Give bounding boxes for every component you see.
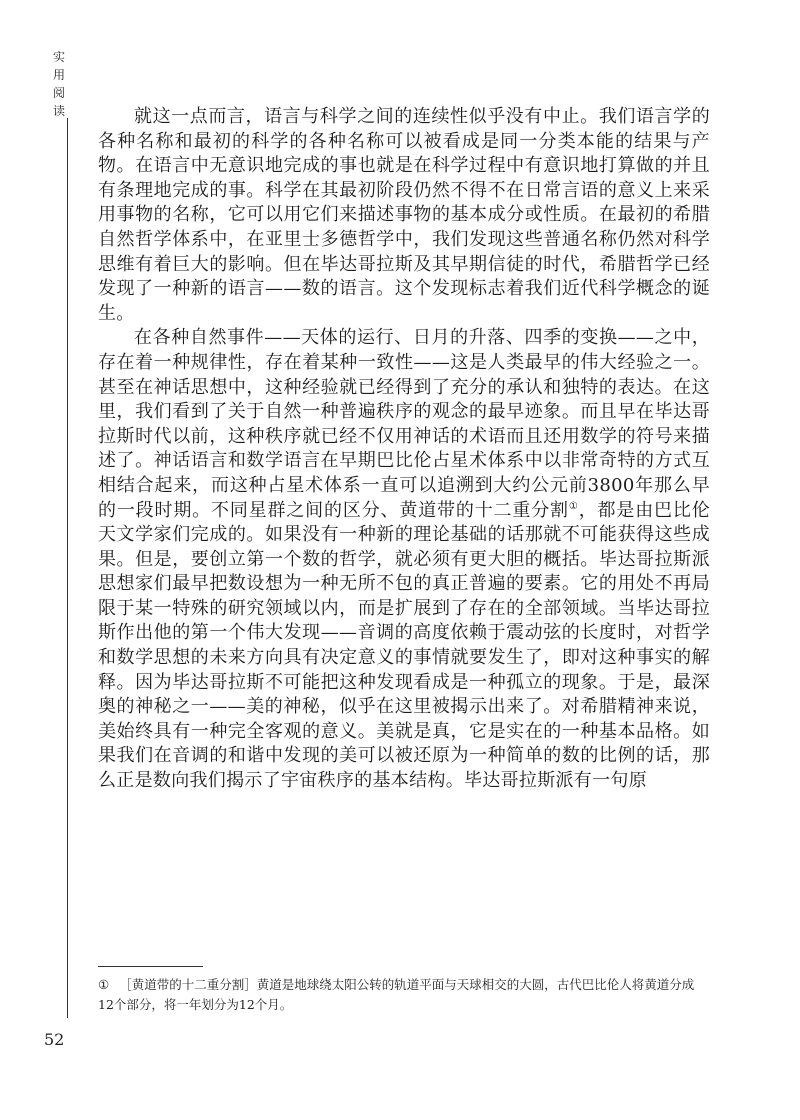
- section-label-char: 阅: [52, 86, 65, 100]
- footnote-text: ［黄道带的十二重分割］黄道是地球绕太阳公转的轨道平面与天球相交的大圆，古代巴比伦人将黄道分成12个部分，将一年划分为12个月。: [98, 977, 695, 1012]
- body-text: [98, 105, 710, 794]
- paragraph-text: 在各种自然事件——天体的运行、日月的升落、四季的变换——之中，存在着一种规律性，存在着某种一致性——这是人类最早的伟大经验之一。甚至在神话思想中，这种经验就已经得到了充分的承认和独特的表达。在这里，我们看到了关于自然一种普遍秩序的观念的最早迹象。而且早在毕达哥拉斯时代以前，这种秩序就已经不仅用神话的术语而且还用数学的符号来描述了。神话语言和数学语言在早期巴比伦占星术体系中以非常奇特的方式互相结合起来，而这种占星术体系一直可以追溯到大约公元前3800年那么早的一段时期。不同星群之间的区分、黄道带的十二重分割: [98, 327, 710, 521]
- footnote: [98, 975, 710, 1015]
- footnote-divider: [98, 966, 203, 967]
- margin-rule: [67, 118, 68, 1018]
- section-label-char: 用: [52, 68, 65, 82]
- section-label: [52, 48, 66, 120]
- paragraph-text: ，都是由巴比伦天文学家们完成的。如果没有一种新的理论基础的话那就不可能获得这些成果。但是，要创立第一个数的哲学，就必须有更大胆的概括。毕达哥拉斯派思想家们最早把数设想为一种无所不包的真正普遍的要素。它的用处不再局限于某一特殊的研究领域以内，而是扩展到了存在的全部领域。当毕达哥拉斯作出他的第一个伟大发现——音调的高度依赖于震动弦的长度时，对哲学和数学思想的未来方向具有决定意义的事情就要发生了，即对这种事实的解释。因为毕达哥拉斯不可能把这种发现看成是一种孤立的现象。于是，最深奥的神秘之一——美的神秘，似乎在这里被揭示出来了。对希腊精神来说，美始终具有一种完全客观的意义。美就是真，它是实在的一种基本品格。如果我们在音调的和谐中发现的美可以被还原为一种简单的数的比例的话，那么正是数向我们揭示了宇宙秩序的基本结构。毕达哥拉斯派有一句原: [98, 499, 711, 792]
- section-label-char: 读: [52, 104, 65, 118]
- footnote-reference[interactable]: ①: [568, 500, 579, 512]
- paragraph-text: 就这一点而言，语言与科学之间的连续性似乎没有中止。我们语言学的各种名称和最初的科学的各种名称可以被看成是同一分类本能的结果与产物。在语言中无意识地完成的事也就是在科学过程中有意识地打算做的并且有条理地完成的事。科学在其最初阶段仍然不得不在日常言语的意义上来采用事物的名称，它可以用它们来描述事物的基本成分或性质。在最初的希腊自然哲学体系中，在亚里士多德哲学中，我们发现这些普通名称仍然对科学思维有着巨大的影响。但在毕达哥拉斯及其早期信徒的时代，希腊哲学已经发现了一种新的语言——数的语言。这个发现标志着我们近代科学概念的诞生。: [98, 106, 710, 324]
- section-label-char: 实: [52, 50, 65, 64]
- page-number: 52: [44, 1030, 65, 1049]
- paragraph: [98, 326, 710, 793]
- paragraph: [98, 105, 710, 326]
- footnote-mark: ①: [98, 977, 110, 992]
